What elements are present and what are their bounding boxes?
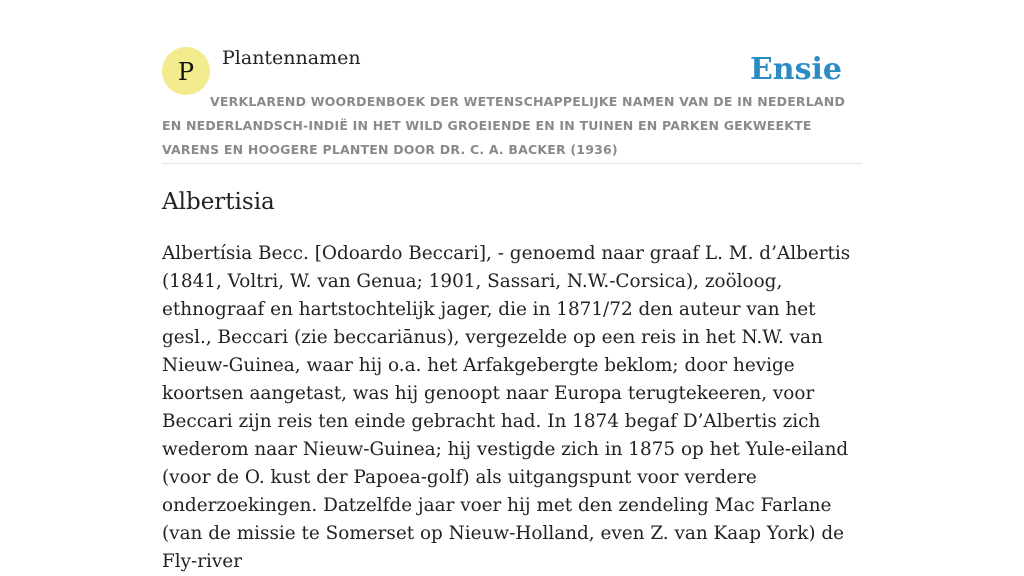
entry-body: Albertísia Becc. [Odoardo Beccari], - genoemd naar graaf L. M. d’Albertis (1841, Voltri, W. van Genua; 1901, Sassari, N.W.-Corsica), zoöloog, ethnograaf en hartstochtelijk jager, die in 1871/72 den auteur van het gesl., Beccari (zie beccariānus), vergezelde op een reis in het N.W. van Nieuw-Guinea, waar hij o.a. het Arfakgebergte beklom; door hevige koortsen aangetast, was hij genoopt naar Europa terugtekeeren, voor Beccari zijn reis ten einde gebracht had. In 1874 begaf D’Albertis zich wederom naar Nieuw-Guinea; hij vestigde zich in 1875 op het Yule-eiland (voor de O. kust der Papoea-golf) als uitgangspunt voor verdere onderzoekingen. Datzelfde jaar voer hij met den zendeling Mac Farlane (van de missie te Somerset op Nieuw-Holland, even Z. van Kaap York) de Fly-river [162,243,851,572]
dictionary-title[interactable]: Plantennamen [222,47,361,69]
dictionary-logo[interactable] [162,47,210,95]
brand-logo[interactable]: Ensie [749,52,842,87]
dictionary-subtitle: VERKLAREND WOORDENBOEK DER WETENSCHAPPELIJKE NAMEN VAN DE IN NEDERLAND EN NEDERLANDSCH-INDIË IN HET WILD GROEIENDE EN IN TUINEN EN PARKEN GEKWEEKTE VARENS EN HOOGERE PLANTEN DOOR DR. C. A. BACKER (1936) [162,94,846,157]
header-divider [162,163,862,164]
entry-title: Albertisia [162,189,275,215]
logo-letter: P [177,58,195,86]
